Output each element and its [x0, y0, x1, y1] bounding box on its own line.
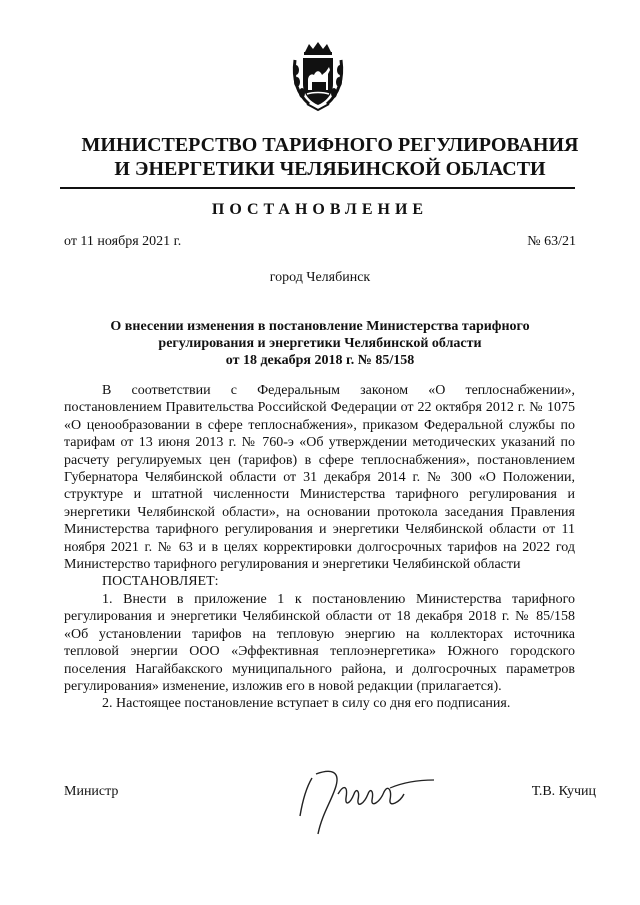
ministry-name-line1: МИНИСТЕРСТВО ТАРИФНОГО РЕГУЛИРОВАНИЯ: [81, 134, 579, 156]
coat-of-arms-icon: [289, 40, 347, 112]
signatory-title: Министр: [64, 784, 119, 799]
document-subject: [90, 318, 550, 369]
item-1-paragraph: 1. Внести в приложение 1 к постановлению Министерства тарифного регулирования и энергетики Челябинской области от 18 декабря 2018 г. № 85/158 «Об установлении тарифов на тепловую энергию на коллекторах источника тепловой энергии ООО «Эффективная теплоэнергетика» Южного городского поселения Нагайбакского муниципального района, и долгосрочных параметров регулирования» изменение, изложив его в новой редакции (прилагается).: [64, 591, 575, 694]
preamble-paragraph: В соответствии с Федеральным законом «О теплоснабжении», постановлением Правительства Российской Федерации от 22 октября 2012 г. № 1075 «О ценообразовании в сфере теплоснабжения», приказом Федеральной службы по тарифам от 13 июня 2013 г. № 760-э «Об утверждении методических указаний по расчету регулируемых цен (тарифов) в сфере теплоснабжения», постановлением Губернатора Челябинской области от 31 декабря 2014 г. № 300 «О Положении, структуре и штатной численности Министерства тарифного регулирования и энергетики Челябинской области», на основании протокола заседания Правления Министерства тарифного регулирования и энергетики Челябинской области от 11 ноября 2021 г. № 63 и в целях корректировки долгосрочных тарифов на 2022 год Министерство тарифного регулирования и энергетики Челябинской области: [64, 383, 575, 573]
signatory-name: Т.В. Кучиц: [531, 784, 596, 799]
resolves-heading: ПОСТАНОВЛЯЕТ:: [102, 574, 219, 590]
document-city: город Челябинск: [269, 270, 371, 285]
document-type: ПОСТАНОВЛЕНИЕ: [211, 201, 429, 218]
subject-line1: О внесении изменения в постановление Министерства тарифного: [110, 319, 530, 334]
item-2-paragraph: 2. Настоящее постановление вступает в силу со дня его подписания.: [102, 696, 511, 712]
subject-line3: от 18 декабря 2018 г. № 85/158: [225, 353, 415, 368]
subject-line2: регулирования и энергетики Челябинской области: [158, 336, 482, 351]
document-date: от 11 ноября 2021 г.: [64, 234, 182, 249]
document-number: № 63/21: [527, 234, 576, 249]
ministry-name-line2: И ЭНЕРГЕТИКИ ЧЕЛЯБИНСКОЙ ОБЛАСТИ: [114, 158, 546, 180]
handwritten-signature: [292, 764, 442, 844]
ministry-name: [60, 133, 600, 181]
header-divider: [60, 187, 575, 189]
document-body: [64, 382, 575, 713]
